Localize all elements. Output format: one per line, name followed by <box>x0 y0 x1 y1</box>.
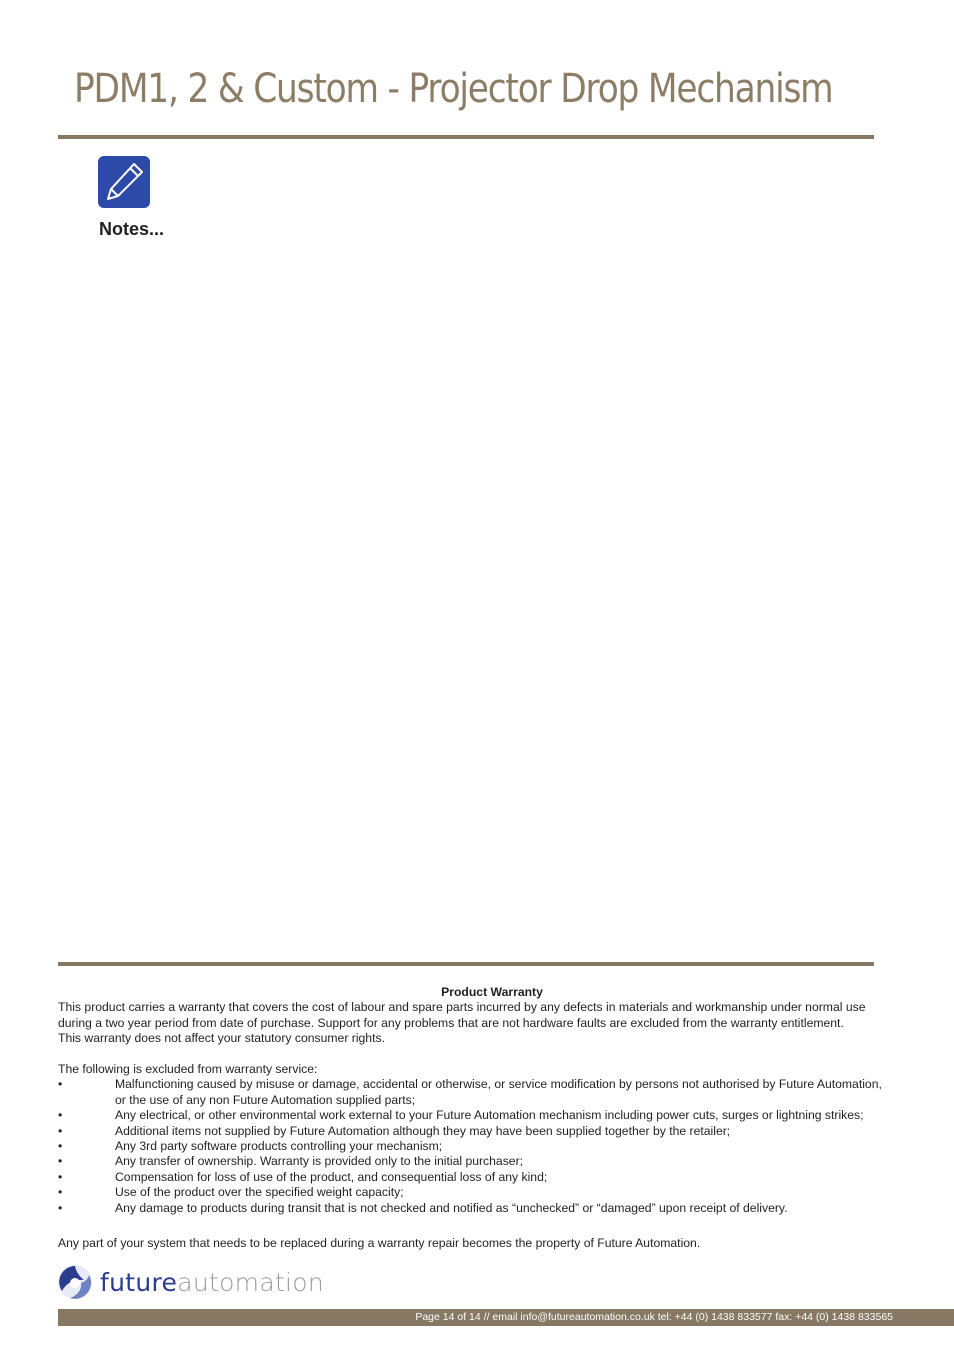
exclusions-heading: The following is excluded from warranty service: <box>58 1062 318 1077</box>
warranty-divider <box>58 962 874 966</box>
document-title: PDM1, 2 & Custom - Projector Drop Mechanism <box>74 66 833 112</box>
warranty-intro-line: This warranty does not affect your statutory consumer rights. <box>58 1031 385 1046</box>
exclusion-item: • Any damage to products during transit that is not checked and notified as “unchecked” or “damaged” upon receipt of delivery. <box>58 1201 938 1216</box>
exclusion-item: • Any transfer of ownership. Warranty is provided only to the initial purchaser; <box>58 1154 938 1169</box>
title-divider <box>58 135 874 139</box>
warranty-section <box>58 985 938 1251</box>
notes-label: Notes... <box>99 219 165 239</box>
exclusion-item: • Compensation for loss of use of the product, and consequential loss of any kind; <box>58 1170 938 1185</box>
swirl-logo-icon <box>56 1263 94 1301</box>
logo-word-automation: automation <box>177 1267 325 1297</box>
exclusion-item: • Any electrical, or other environmental work external to your Future Automation mechanism including power cuts, surges or lightning strikes; <box>58 1108 938 1123</box>
exclusions-list <box>58 1077 938 1216</box>
exclusion-item: • Use of the product over the specified weight capacity; <box>58 1185 938 1200</box>
footer-contact-text: Page 14 of 14 // email info@futureautomation.co.uk tel: +44 (0) 1438 833577 fax: +44 (0) 1438 833565 <box>415 1311 893 1323</box>
future-automation-logo <box>56 1262 324 1302</box>
warranty-closing: Any part of your system that needs to be replaced during a warranty repair becomes the property of Future Automation. <box>58 1236 701 1251</box>
warranty-intro-line: during a two year period from date of purchase. Support for any problems that are not hardware faults are excluded from the warranty entitlement. <box>58 1015 844 1030</box>
exclusion-item: • Malfunctioning caused by misuse or damage, accidental or otherwise, or service modification by persons not authorised by Future Automation, or the use of any non Future Automation supplied parts; <box>58 1077 938 1108</box>
footer-bar <box>58 1309 954 1326</box>
pencil-icon <box>98 156 150 208</box>
logo-word-future: future <box>100 1267 178 1297</box>
warranty-intro-line: This product carries a warranty that covers the cost of labour and spare parts incurred by any defects in materials and workmanship under normal use <box>58 1000 866 1015</box>
exclusion-item: • Additional items not supplied by Future Automation although they may have been supplied together by the retailer; <box>58 1124 938 1139</box>
exclusion-item: • Any 3rd party software products controlling your mechanism; <box>58 1139 938 1154</box>
warranty-heading: Product Warranty <box>441 985 543 999</box>
